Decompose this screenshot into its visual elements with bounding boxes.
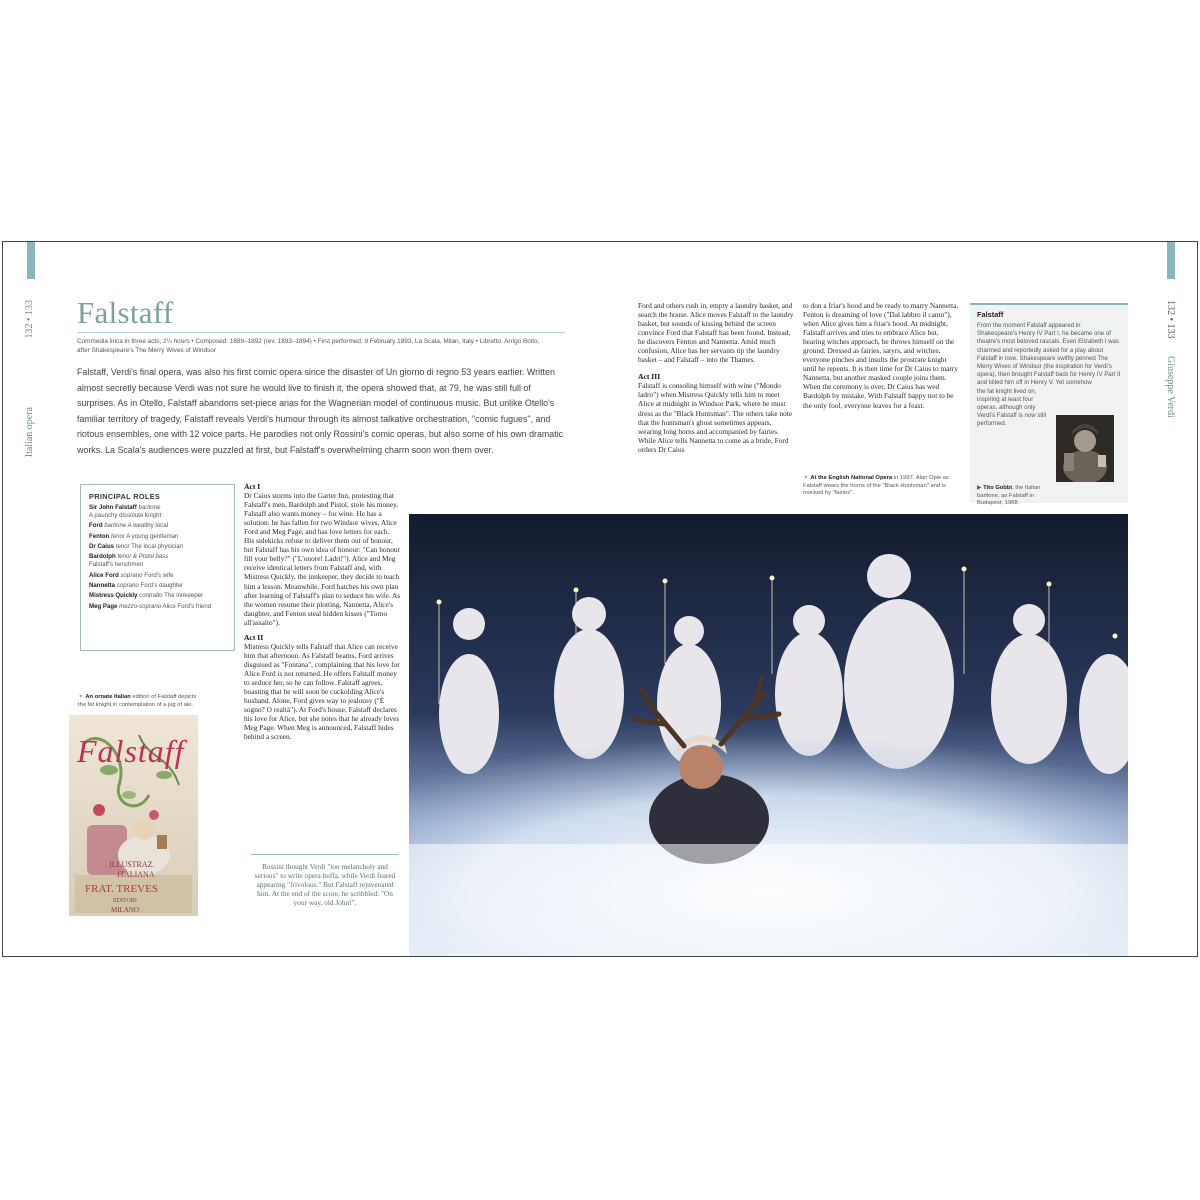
eno-stage-photo (409, 514, 1128, 957)
role-item: Ford baritone A wealthy local (89, 522, 168, 530)
title-rule (77, 332, 565, 333)
act1-text: Dr Caius storms into the Garter Inn, protesting that Falstaff's men, Bardolph and Pistol, stole his money. Falstaff also wants money – for wine. He has a solution: he has fallen for two Windsor wives, Alice Ford and Meg Page, and has love letters for each. His sidekicks refuse to deliver them out of honour, but Falstaff has his own idea of honour: "Can honour fill your belly?" ("L'onore! Ladri!"). Alice and Meg receive identical letters from Falstaff and, with Mistress Quickly, the innkeeper, they decide to teach him a lesson. Meanwhile, Ford hatches his own plan after learning of Falstaff's plan to seduce his wife. As the women resume their plotting, Nannetta, Alice's daughter, and Fenton steal hidden kisses ("Torno all'assalto"). (244, 491, 401, 627)
synopsis-column-1 (244, 482, 401, 741)
poster-line-2: ITALIANA (117, 870, 155, 879)
left-section-label: Italian opera (24, 407, 35, 458)
sidebar-text-a: From the moment Falstaff appeared in Shakespeare's Henry IV Part I, he became one of theatre's most beloved rascals. Even Elizabeth I was charmed and reportedly asked for a play about Falstaff in love. Shakespeare swiftly penned The Merry Wives of Windsor (the inspiration for Verdi's opera), then brought Falstaff back for Henry IV Part II and killed him off in Henry V. Yet somehow (977, 322, 1121, 387)
metadata-line-2: after Shakespeare's The Merry Wives of Windsor (77, 347, 216, 354)
synopsis-column-3 (803, 301, 961, 410)
poster-title: Falstaff (77, 733, 185, 769)
right-accent-bar (1167, 242, 1175, 279)
act3-text: Falstaff is consoling himself with wine ("Mondo ladro") when Mistress Quickly tells him to meet Alice at midnight in Windsor Park, where he must dress as the "Black Huntsman". The others take note that the huntsman's ghost sometimes appears, wearing long horns and accompanied by fairies. While Alice tells Nannetta to come as a bride, Ford orders Dr Caius (638, 381, 793, 454)
roles-heading: PRINCIPAL ROLES (89, 492, 161, 501)
act2-continued: Ford and others rush in, empty a laundry basket, and search the house. Alice moves Falstaff to the laundry basket, but sounds of kissing behind the screen convince Ford that Falstaff has been found. Instead, he discovers Fenton and Nannetta. Amid much confusion, Alice has her servants tip the laundry basket – and Falstaff – into the Thames. (638, 301, 794, 365)
right-page-numbers: 132 • 133 (1165, 300, 1176, 339)
eno-caption: ▼ At the English National Opera in 1997. Alan Opie as Falstaff wears the horns of the "Black Huntsman" and is mocked by "fairies". (803, 475, 949, 496)
act1-heading: Act I (244, 482, 261, 491)
role-item: Fenton tenor A young gentleman (89, 532, 179, 540)
metadata-line-1: Commedia lirica in three acts, 2¼ hours • Composed: 1889–1892 (rev. 1893–1894) • First performed: 9 February 1893, La Scala, Milan, Italy • Libretto: Arrigo Boito, (77, 338, 540, 345)
intro-paragraph: Falstaff, Verdi's final opera, was also his first comic opera since the disaster of Un giorno di regno 53 years earlier. Written almost secretly because Verdi was not sure he would live to finish it, the opera showed that, at 79, he was still full of surprises. As in Otello, Falstaff abandons set-piece arias for the Wagnerian model of continuous music. But unlike Otello's familiar territory of tragedy, Falstaff reveals Verdi's humour through its almost talkative orchestration, "comic fugues", and riotous ensembles, one with 12 voice parts. He parodies not only Rossini's comic operas, but also some of his own dramatic works. La Scala's audiences were puzzled at first, but Falstaff's overwhelming charm soon won them over. (77, 367, 564, 455)
principal-roles-box (80, 484, 235, 651)
synopsis-column-2 (638, 301, 796, 454)
falstaff-poster-image (69, 715, 198, 916)
opera-metadata (77, 337, 565, 355)
act2-heading: Act II (244, 632, 264, 642)
book-spread (2, 241, 1198, 957)
gobbi-caption: ▶ Tito Gobbi, the Italian baritone, as Falstaff in Budapest, 1968. (977, 485, 1041, 506)
right-section-label: Giuseppe Verdi (1165, 356, 1176, 418)
role-item: Dr Caius tenor The local physician (89, 542, 184, 550)
tito-gobbi-portrait (1056, 415, 1114, 482)
role-item: Mistress Quickly contralto The innkeeper (89, 592, 204, 600)
poster-caption: ▼ An ornate Italian edition of Falstaff depicts the fat knight in contemplation of a jug of ale. (78, 694, 197, 708)
sidebar-heading: Falstaff (977, 310, 1004, 319)
role-item: Sir John Falstaff baritone A paunchy dissolute knight (89, 504, 162, 519)
role-item: Nannetta soprano Ford's daughter (89, 581, 184, 589)
role-item: Meg Page mezzo-soprano Alice Ford's friend (89, 602, 212, 610)
role-item: Alice Ford soprano Ford's wife (89, 571, 174, 579)
act2-text: Mistress Quickly tells Falstaff that Alice can receive him that afternoon. As Falstaff beams, Ford arrives disguised as "Fontana", complaining that his love for Alice Ford is not returned. He offers Falstaff money to seduce her, so he can follow. Falstaff agrees, boasting that he will soon be cuckolding Alice's husband. Alone, Ford gives way to jealousy ("È sogno? O realtà"). At Ford's house, Falstaff declares his love for Alice, but she notes that he already loves Meg Page. When Meg is announced, Falstaff hides behind a screen. (244, 641, 400, 742)
poster-line-5: MILANO (111, 906, 139, 914)
role-item: Bardolph tenor & Pistol bass Falstaff's henchmen (89, 553, 169, 569)
poster-line-3: FRAT. TREVES (85, 883, 158, 895)
pull-quote: Rossini thought Verdi "too melancholy and serious" to write opera buffa, while Verdi feared appearing "frivolous." But Falstaff rejuvenated him. At the end of the score, he scribbled: "On your way, old John!". (251, 854, 399, 907)
page-title: Falstaff (77, 295, 174, 330)
left-page-numbers: 132 • 133 (24, 300, 35, 339)
sidebar-text-b: the fat knight lived on, inspiring at least four operas, although only Verdi's Falstaff is now still performed. (977, 387, 1047, 428)
falstaff-sidebar (970, 303, 1128, 506)
poster-line-4: EDITORI (113, 898, 137, 904)
poster-line-1: ILLUSTRAZ. (109, 860, 155, 869)
act3-continued: to don a friar's hood and be ready to marry Nannetta. Fenton is dreaming of love ("Dal labbro il canto"), when Alice gives him a friar's hood. At midnight, Falstaff arrives and tries to embrace Alice but, hearing witches approach, he throws himself on the ground. Dressed as fairies, satyrs, and witches, everyone pinches and insults the prostrate knight until he repents. It is then time for Dr Caius to marry Nannetta, but another masked couple joins them. When the ceremony is over, Dr Caius has wed Bardolph by mistake. With Falstaff happy not to be the only fool, everyone leaves for a feast. (803, 301, 959, 410)
act3-heading: Act III (638, 372, 661, 382)
left-accent-bar (27, 242, 35, 279)
